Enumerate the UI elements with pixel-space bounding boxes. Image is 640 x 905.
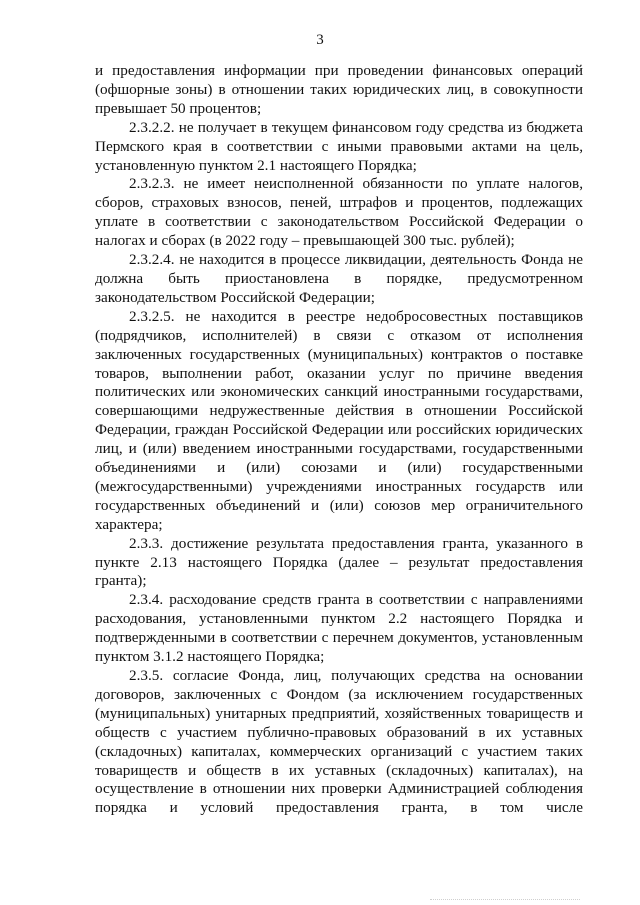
paragraph-2-3-3: 2.3.3. достижение результата предоставления гранта, указанного в пункте 2.13 настоящего Порядка (далее – результат предоставления гранта); xyxy=(95,534,583,590)
paragraph-2-3-2-4: 2.3.2.4. не находится в процессе ликвидации, деятельность Фонда не должна быть приостановлена в порядке, предусмотренном законодательством Российской Федерации; xyxy=(95,251,583,306)
paragraph-2-3-2-2: 2.3.2.2. не получает в текущем финансовом году средства из бюджета Пермского края в соответствии с иными правовыми актами на цель, установленную пунктом 2.1 настоящего Порядка; xyxy=(95,118,583,174)
paragraph-2-3-2-5: 2.3.2.5. не находится в реестре недобросовестных поставщиков (подрядчиков, исполнителей) в связи с отказом от исполнения заключенных государственных (муниципальных) контрактов о поставке товаров, выполнении работ, оказании услуг по причине введения политических или экономических санкций иностранными государствами, совершающими недружественные действия в отношении Российской Федерации, граждан Российской Федерации или российских юридических лиц, и (или) введением иностранными государствами, государственными объединениями и (или) союзами и (или) государственными (межгосударственными) учреждениями иностранных государств или государственных объединений и (или) союзов мер ограничительного характера; xyxy=(95,307,583,533)
paragraph-2-3-5: 2.3.5. согласие Фонда, лиц, получающих средства на основании договоров, заключенных с Фондом (за исключением государственных (муниципальных) унитарных предприятий, хозяйственных товариществ и обществ с участием публично-правовых образований в их уставных (складочных) капиталах, коммерческих организаций с участием таких товариществ и обществ в их уставных (складочных) капиталах), на осуществление в отношении них проверки Администрацией соблюдения порядка и условий предоставления гранта, в том числе xyxy=(95,667,583,817)
paragraph-2-3-2-3: 2.3.2.3. не имеет неисполненной обязанности по уплате налогов, сборов, страховых взносов, пеней, штрафов и процентов, подлежащих уплате в соответствии с законодательством Российской Федерации о налогах и сборах (в 2022 году – превышающей 300 тыс. рублей); xyxy=(95,175,583,250)
page-number: 3 xyxy=(316,32,324,48)
paragraph-offshore-continuation: и предоставления информации при проведении финансовых операций (офшорные зоны) в отношении таких юридических лиц, в совокупности превышает 50 процентов; xyxy=(95,62,583,117)
footer-divider xyxy=(430,899,580,901)
paragraph-2-3-4: 2.3.4. расходование средств гранта в соответствии с направлениями расходования, установленными пунктом 2.2 настоящего Порядка и подтвержденными в соответствии с перечнем документов, установленным пунктом 3.1.2 настоящего Порядка; xyxy=(95,591,583,666)
document-body xyxy=(95,62,583,818)
